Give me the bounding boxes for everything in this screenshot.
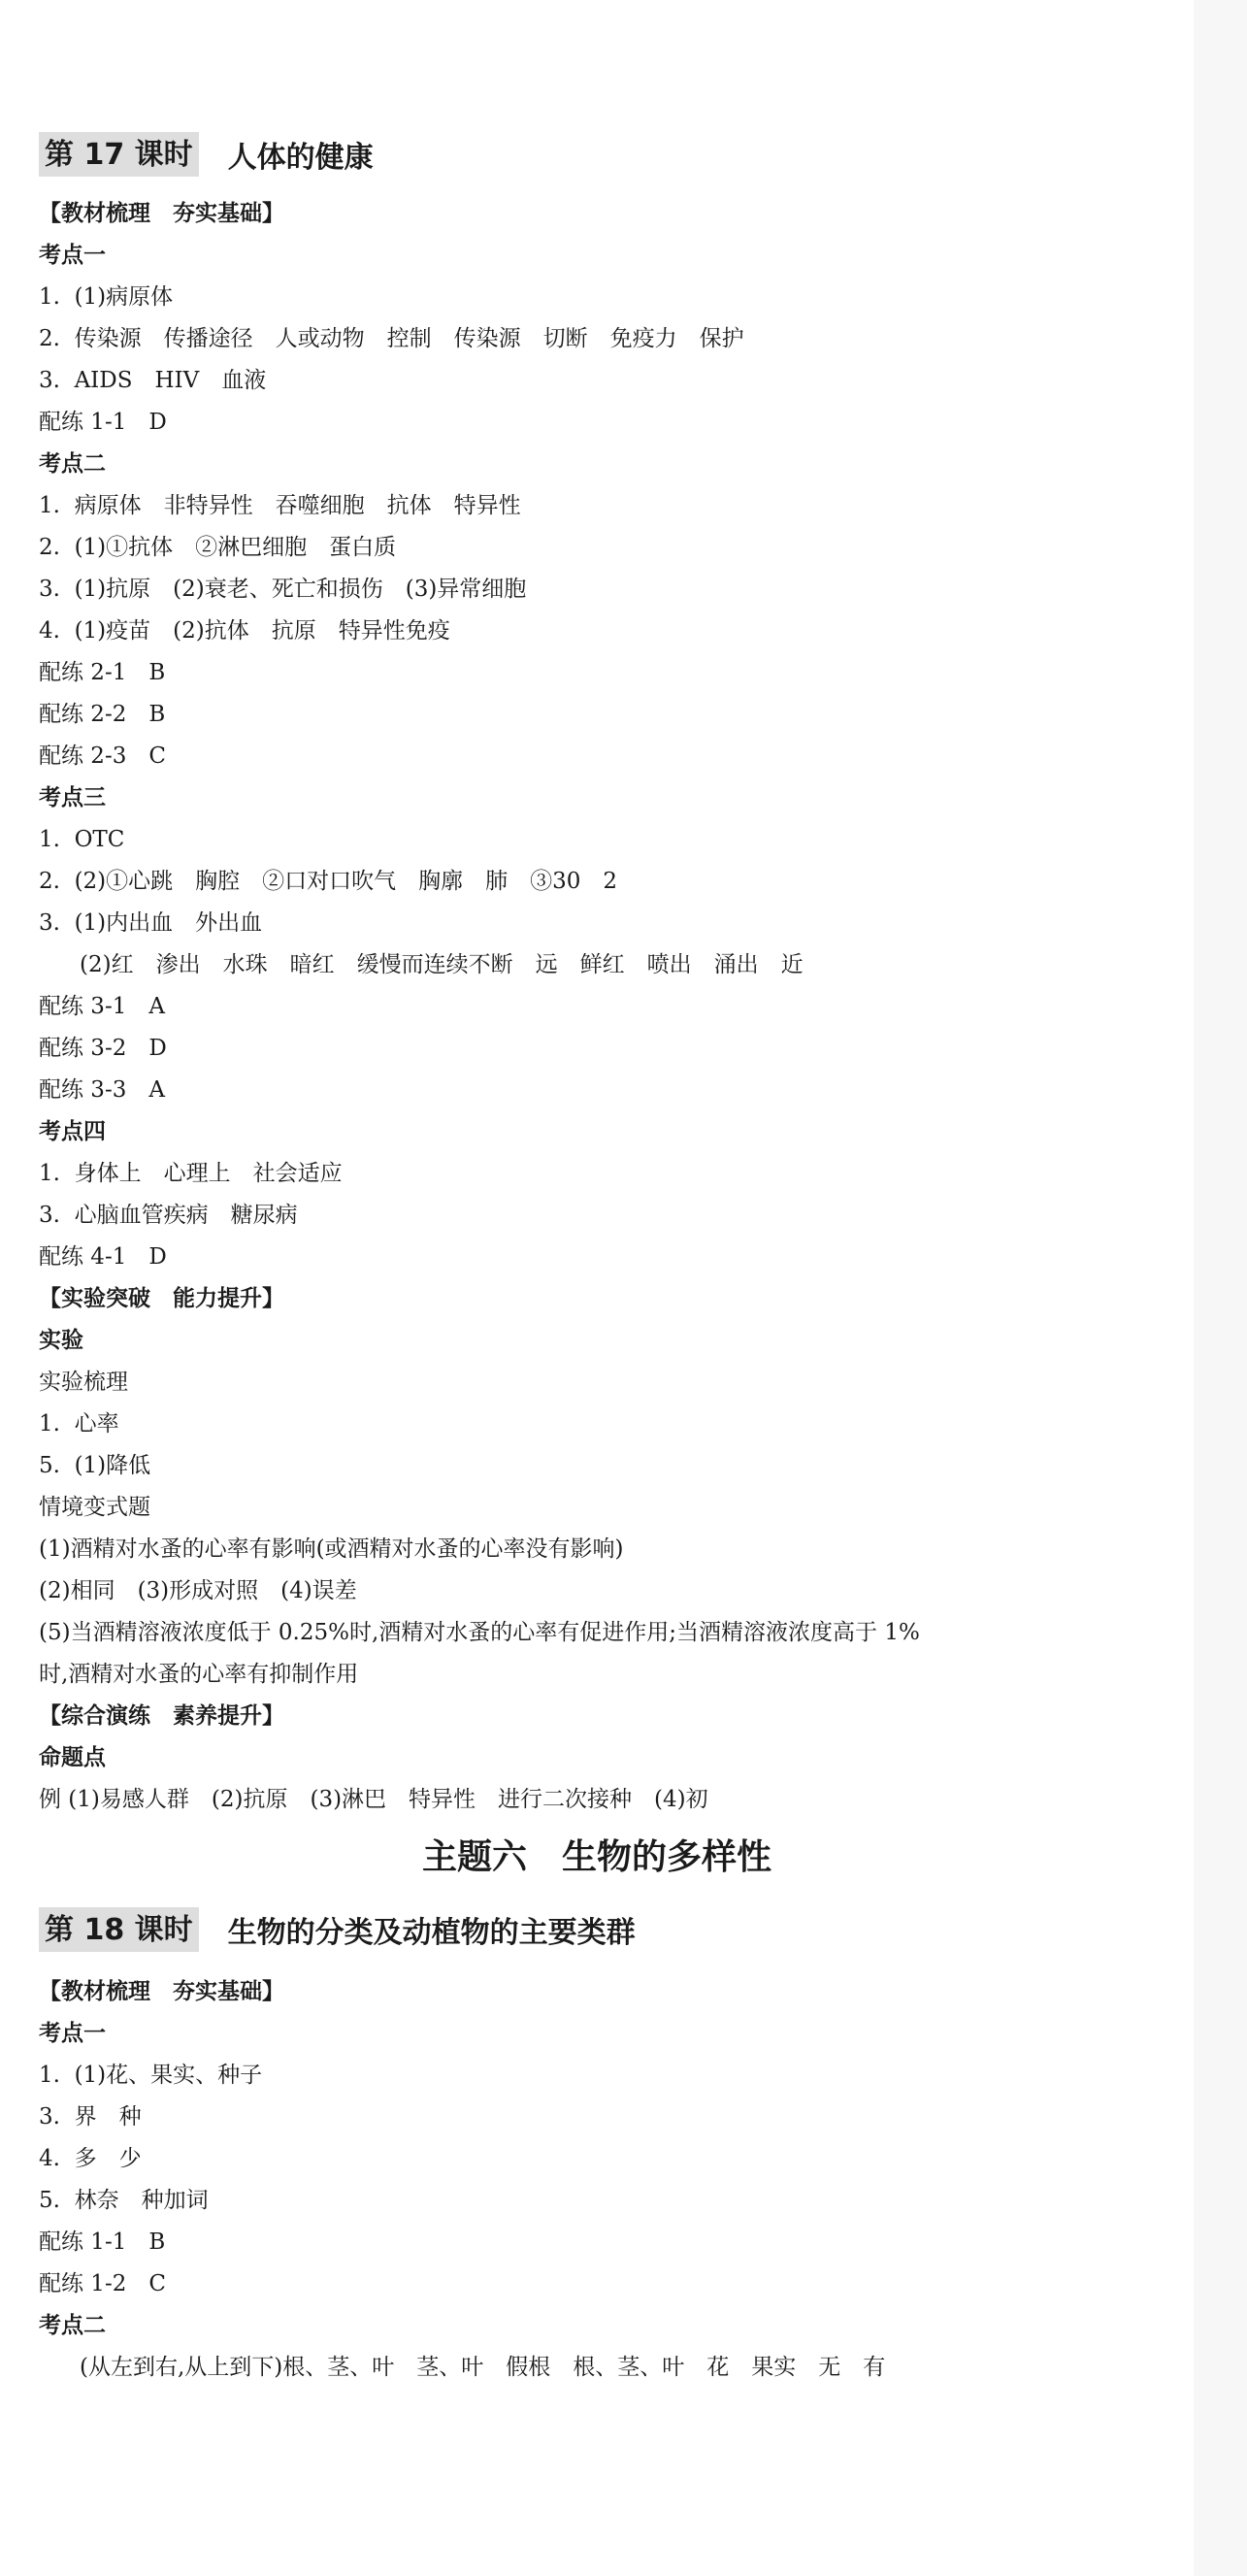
kaodian-heading: 考点一 xyxy=(39,2021,106,2046)
answer-line: (1)酒精对水蚤的心率有影响(或酒精对水蚤的心率没有影响) xyxy=(39,1536,624,1562)
answer-line: 时,酒精对水蚤的心率有抑制作用 xyxy=(39,1662,359,1687)
lesson-18-heading xyxy=(39,1907,636,1952)
answer-line: 4. 多 少 xyxy=(39,2146,142,2171)
practice-answer: 配练 1-2 C xyxy=(39,2271,166,2296)
answer-line: 1. (1)花、果实、种子 xyxy=(39,2063,263,2088)
answer-line: 1. (1)病原体 xyxy=(39,284,174,310)
answer-line: 1. OTC xyxy=(39,827,125,852)
answer-line: 3. (1)抗原 (2)衰老、死亡和损伤 (3)异常细胞 xyxy=(39,577,527,602)
experiment-subheading: 实验梳理 xyxy=(39,1370,128,1395)
answer-line: 例 (1)易感人群 (2)抗原 (3)淋巴 特异性 进行二次接种 (4)初 xyxy=(39,1787,708,1812)
variant-heading: 情境变式题 xyxy=(39,1495,150,1520)
section-heading: 【综合演练 素养提升】 xyxy=(39,1703,284,1729)
answer-line: 5. 林奈 种加词 xyxy=(39,2188,209,2213)
answer-line: (2)红 渗出 水珠 暗红 缓慢而连续不断 远 鲜红 喷出 涌出 近 xyxy=(80,952,804,977)
answer-line: 2. (1)①抗体 ②淋巴细胞 蛋白质 xyxy=(39,535,397,560)
kaodian-heading: 考点二 xyxy=(39,2313,106,2338)
lesson-17-heading xyxy=(39,132,374,177)
section-heading: 【实验突破 能力提升】 xyxy=(39,1286,284,1311)
mingti-heading: 命题点 xyxy=(39,1745,106,1770)
practice-answer: 配练 2-3 C xyxy=(39,743,166,769)
answer-line: (5)当酒精溶液浓度低于 0.25%时,酒精对水蚤的心率有促进作用;当酒精溶液浓度高于 1% xyxy=(39,1620,920,1645)
answer-line: (从左到右,从上到下)根、茎、叶 茎、叶 假根 根、茎、叶 花 果实 无 有 xyxy=(80,2355,886,2380)
answer-line: 2. (2)①心跳 胸腔 ②口对口吹气 胸廓 肺 ③30 2 xyxy=(39,869,618,894)
answer-line: 3. (1)内出血 外出血 xyxy=(39,910,263,936)
practice-answer: 配练 1-1 B xyxy=(39,2229,166,2255)
section-heading: 【教材梳理 夯实基础】 xyxy=(39,201,284,226)
answer-line: 3. AIDS HIV 血液 xyxy=(39,368,267,393)
lesson-title: 生物的分类及动植物的主要类群 xyxy=(227,1916,636,1950)
practice-answer: 配练 3-2 D xyxy=(39,1036,167,1061)
kaodian-heading: 考点一 xyxy=(39,243,106,268)
answer-line: 1. 身体上 心理上 社会适应 xyxy=(39,1161,343,1186)
practice-answer: 配练 3-3 A xyxy=(39,1077,165,1103)
practice-answer: 配练 2-1 B xyxy=(39,660,166,685)
answer-line: 2. 传染源 传播途径 人或动物 控制 传染源 切断 免疫力 保护 xyxy=(39,326,744,351)
practice-answer: 配练 3-1 A xyxy=(39,994,165,1019)
practice-answer: 配练 2-2 B xyxy=(39,702,166,727)
answer-line: 4. (1)疫苗 (2)抗体 抗原 特异性免疫 xyxy=(39,618,450,644)
kaodian-heading: 考点三 xyxy=(39,785,106,810)
theme-heading: 主题六 生物的多样性 xyxy=(421,1837,771,1877)
kaodian-heading: 考点四 xyxy=(39,1119,106,1144)
experiment-heading: 实验 xyxy=(39,1328,83,1353)
lesson-number: 第 18 课时 xyxy=(39,1907,199,1952)
answer-line: 1. 心率 xyxy=(39,1411,119,1437)
lesson-number: 第 17 课时 xyxy=(39,132,199,177)
answer-line: 5. (1)降低 xyxy=(39,1453,151,1478)
answer-line: (2)相同 (3)形成对照 (4)误差 xyxy=(39,1578,357,1603)
section-heading: 【教材梳理 夯实基础】 xyxy=(39,1979,284,2004)
practice-answer: 配练 1-1 D xyxy=(39,410,167,435)
practice-answer: 配练 4-1 D xyxy=(39,1244,167,1270)
answer-line: 3. 界 种 xyxy=(39,2104,142,2130)
answer-line: 1. 病原体 非特异性 吞噬细胞 抗体 特异性 xyxy=(39,493,521,518)
answer-line: 3. 心脑血管疾病 糖尿病 xyxy=(39,1203,298,1228)
kaodian-heading: 考点二 xyxy=(39,451,106,477)
lesson-title: 人体的健康 xyxy=(227,141,374,175)
